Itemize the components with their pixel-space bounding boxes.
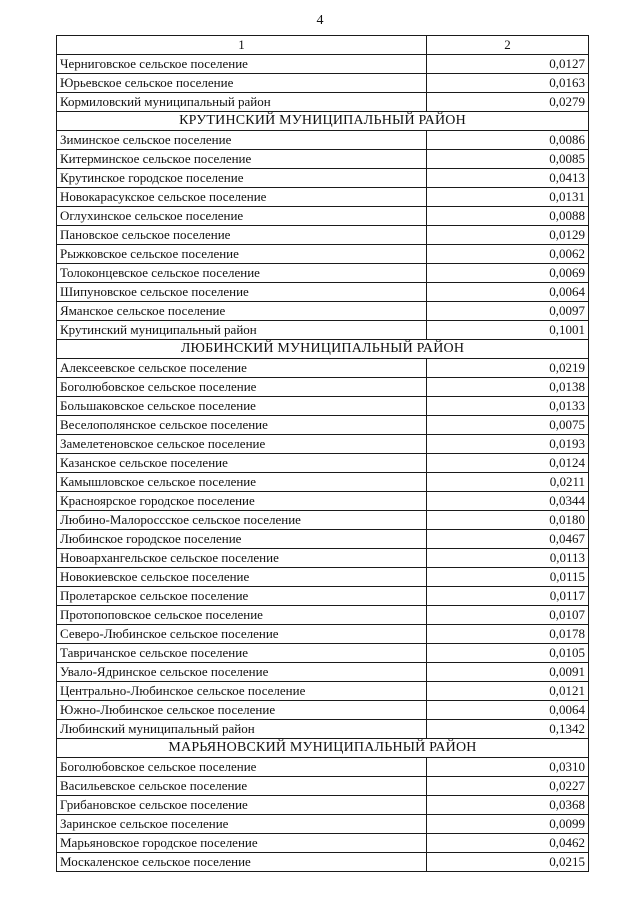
coefficient-value: 0,0344	[427, 492, 589, 511]
page-number: 4	[316, 13, 324, 28]
settlement-name: Китерминское сельское поселение	[57, 150, 427, 169]
coefficient-value: 0,0178	[427, 625, 589, 644]
settlement-name: Оглухинское сельское поселение	[57, 207, 427, 226]
coefficient-value: 0,0075	[427, 416, 589, 435]
table-row	[57, 853, 589, 872]
coefficient-value: 0,0227	[427, 777, 589, 796]
settlement-name: Алексеевское сельское поселение	[57, 359, 427, 378]
table-row	[57, 511, 589, 530]
settlement-name: Любинское городское поселение	[57, 530, 427, 549]
coefficient-value: 0,0088	[427, 207, 589, 226]
table-row	[57, 131, 589, 150]
table-row	[57, 245, 589, 264]
table-row	[57, 378, 589, 397]
coefficient-value: 0,0121	[427, 682, 589, 701]
coefficient-value: 0,0211	[427, 473, 589, 492]
settlement-name: Красноярское городское поселение	[57, 492, 427, 511]
table-row	[57, 169, 589, 188]
settlement-name: Любинский муниципальный район	[57, 720, 427, 739]
table-row	[57, 663, 589, 682]
coefficient-value: 0,0064	[427, 283, 589, 302]
table-row	[57, 74, 589, 93]
table-row	[57, 587, 589, 606]
header-col-2: 2	[427, 36, 589, 55]
settlement-name: Любино-Малороссское сельское поселение	[57, 511, 427, 530]
coefficient-value: 0,0091	[427, 663, 589, 682]
coefficient-value: 0,0215	[427, 853, 589, 872]
coefficient-value: 0,0062	[427, 245, 589, 264]
settlement-name: Москаленское сельское поселение	[57, 853, 427, 872]
coefficient-value: 0,0462	[427, 834, 589, 853]
coefficient-value: 0,0099	[427, 815, 589, 834]
table-row	[57, 492, 589, 511]
settlement-name: Новоархангельское сельское поселение	[57, 549, 427, 568]
coefficient-value: 0,0115	[427, 568, 589, 587]
coefficient-value: 0,0163	[427, 74, 589, 93]
settlement-name: Васильевское сельское поселение	[57, 777, 427, 796]
table-row	[57, 530, 589, 549]
settlement-name: Рыжковское сельское поселение	[57, 245, 427, 264]
table-row	[57, 644, 589, 663]
coefficient-value: 0,0097	[427, 302, 589, 321]
settlement-name: Крутинский муниципальный район	[57, 321, 427, 340]
coefficient-value: 0,0113	[427, 549, 589, 568]
settlement-name: Большаковское сельское поселение	[57, 397, 427, 416]
settlement-name: Юрьевское сельское поселение	[57, 74, 427, 93]
settlement-name: Протопоповское сельское поселение	[57, 606, 427, 625]
coefficient-value: 0,0129	[427, 226, 589, 245]
settlement-name: Казанское сельское поселение	[57, 454, 427, 473]
coefficient-value: 0,0180	[427, 511, 589, 530]
settlement-name: Веселополянское сельское поселение	[57, 416, 427, 435]
coefficient-value: 0,0279	[427, 93, 589, 112]
settlement-name: Северо-Любинское сельское поселение	[57, 625, 427, 644]
settlement-name: Центрально-Любинское сельское поселение	[57, 682, 427, 701]
district-header-row	[57, 112, 589, 131]
coefficient-value: 0,0133	[427, 397, 589, 416]
table-row	[57, 188, 589, 207]
settlement-name: Пановское сельское поселение	[57, 226, 427, 245]
table-row	[57, 758, 589, 777]
table-row	[57, 701, 589, 720]
district-name: МАРЬЯНОВСКИЙ МУНИЦИПАЛЬНЫЙ РАЙОН	[57, 739, 589, 758]
district-header-row	[57, 739, 589, 758]
coefficient-value: 0,0127	[427, 55, 589, 74]
table-row	[57, 473, 589, 492]
coefficient-value: 0,0124	[427, 454, 589, 473]
settlement-name: Пролетарское сельское поселение	[57, 587, 427, 606]
coefficient-table	[56, 35, 589, 872]
settlement-name: Зиминское сельское поселение	[57, 131, 427, 150]
settlement-name: Марьяновское городское поселение	[57, 834, 427, 853]
district-header-row	[57, 340, 589, 359]
table-row	[57, 777, 589, 796]
coefficient-value: 0,1342	[427, 720, 589, 739]
table-body	[57, 36, 589, 872]
table-row	[57, 720, 589, 739]
coefficient-value: 0,0193	[427, 435, 589, 454]
settlement-name: Яманское сельское поселение	[57, 302, 427, 321]
table-row	[57, 625, 589, 644]
coefficient-value: 0,0069	[427, 264, 589, 283]
coefficient-value: 0,0107	[427, 606, 589, 625]
coefficient-value: 0,0368	[427, 796, 589, 815]
coefficient-value: 0,1001	[427, 321, 589, 340]
table-row	[57, 454, 589, 473]
table-row	[57, 321, 589, 340]
table-row	[57, 606, 589, 625]
table-row	[57, 549, 589, 568]
settlement-name: Толоконцевское сельское поселение	[57, 264, 427, 283]
settlement-name: Тавричанское сельское поселение	[57, 644, 427, 663]
district-name: ЛЮБИНСКИЙ МУНИЦИПАЛЬНЫЙ РАЙОН	[57, 340, 589, 359]
table-row	[57, 93, 589, 112]
settlement-name: Новокарасукское сельское поселение	[57, 188, 427, 207]
coefficient-value: 0,0086	[427, 131, 589, 150]
settlement-name: Новокиевское сельское поселение	[57, 568, 427, 587]
settlement-name: Южно-Любинское сельское поселение	[57, 701, 427, 720]
coefficient-value: 0,0131	[427, 188, 589, 207]
table-row	[57, 834, 589, 853]
table-row	[57, 359, 589, 378]
settlement-name: Черниговское сельское поселение	[57, 55, 427, 74]
coefficient-value: 0,0105	[427, 644, 589, 663]
table-row	[57, 55, 589, 74]
table-row	[57, 815, 589, 834]
table-row	[57, 150, 589, 169]
coefficient-value: 0,0310	[427, 758, 589, 777]
table-row	[57, 682, 589, 701]
settlement-name: Кормиловский муниципальный район	[57, 93, 427, 112]
district-name: КРУТИНСКИЙ МУНИЦИПАЛЬНЫЙ РАЙОН	[57, 112, 589, 131]
settlement-name: Шипуновское сельское поселение	[57, 283, 427, 302]
settlement-name: Грибановское сельское поселение	[57, 796, 427, 815]
settlement-name: Замелетеновское сельское поселение	[57, 435, 427, 454]
settlement-name: Заринское сельское поселение	[57, 815, 427, 834]
table-row	[57, 416, 589, 435]
settlement-name: Камышловское сельское поселение	[57, 473, 427, 492]
coefficient-value: 0,0219	[427, 359, 589, 378]
coefficient-value: 0,0117	[427, 587, 589, 606]
coefficient-value: 0,0413	[427, 169, 589, 188]
header-col-1: 1	[57, 36, 427, 55]
table-row	[57, 302, 589, 321]
table-row	[57, 796, 589, 815]
settlement-name: Крутинское городское поселение	[57, 169, 427, 188]
coefficient-value: 0,0064	[427, 701, 589, 720]
table-row	[57, 283, 589, 302]
table-header-row	[57, 36, 589, 55]
table-row	[57, 568, 589, 587]
settlement-name: Боголюбовское сельское поселение	[57, 378, 427, 397]
table-row	[57, 207, 589, 226]
table-row	[57, 264, 589, 283]
table-row	[57, 397, 589, 416]
table-row	[57, 226, 589, 245]
coefficient-value: 0,0138	[427, 378, 589, 397]
table-row	[57, 435, 589, 454]
settlement-name: Боголюбовское сельское поселение	[57, 758, 427, 777]
settlement-name: Увало-Ядринское сельское поселение	[57, 663, 427, 682]
coefficient-value: 0,0085	[427, 150, 589, 169]
coefficient-value: 0,0467	[427, 530, 589, 549]
